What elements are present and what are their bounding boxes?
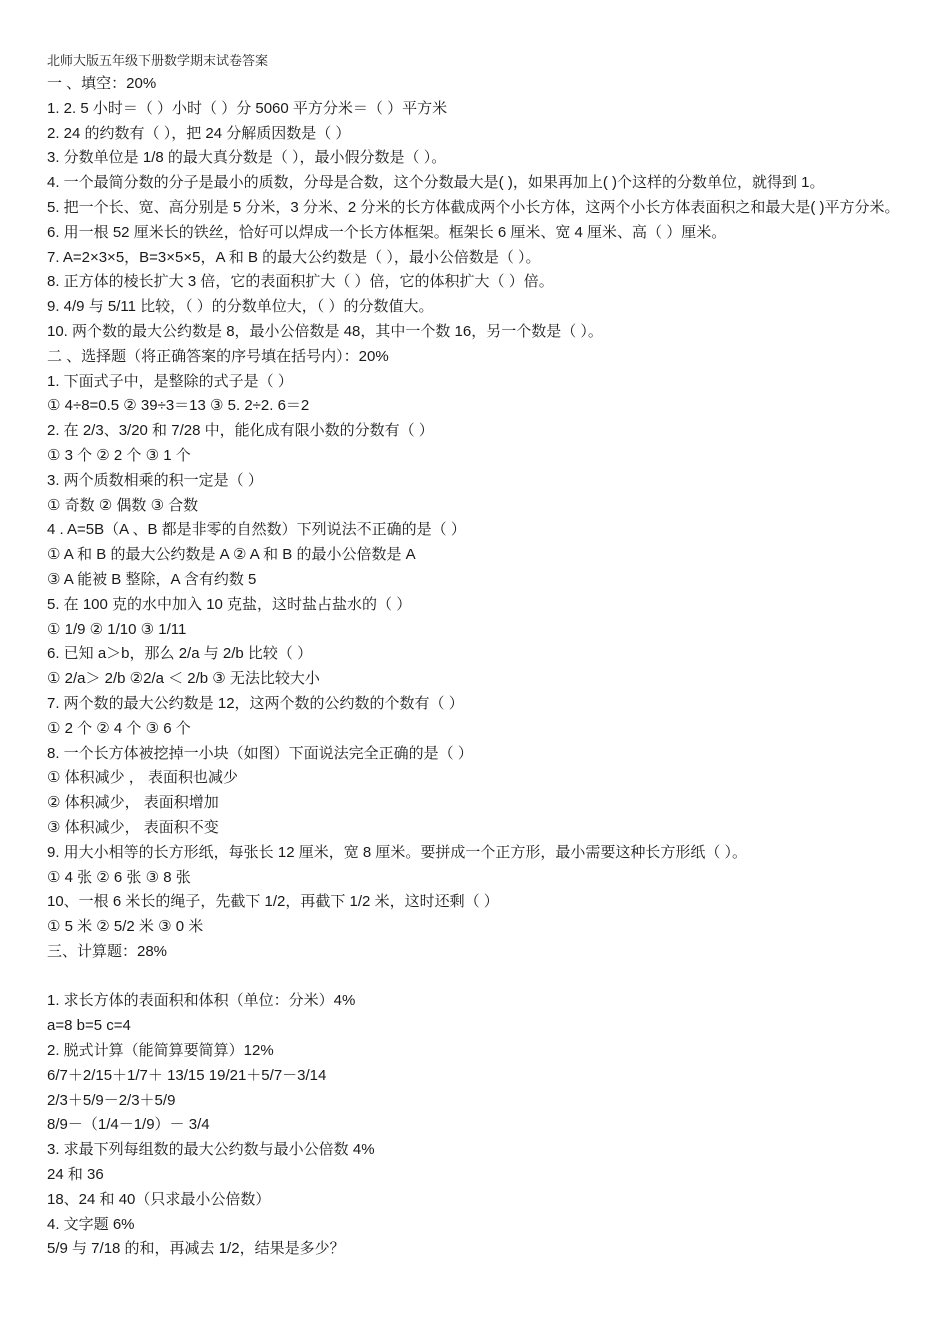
text-line: 4 . A=5B（A 、B 都是非零的自然数）下列说法不正确的是（ ） [47, 521, 466, 539]
text-line: ③ A 能被 B 整除，A 含有约数 5 [47, 570, 257, 588]
text-line: 10. 两个数的最大公约数是 8，最小公倍数是 48，其中一个数 16，另一个数是（ ）。 [47, 322, 603, 340]
text-line: ① 4 张 ② 6 张 ③ 8 张 [47, 868, 191, 886]
text-line: 5. 在 100 克的水中加入 10 克盐，这时盐占盐水的（ ） [47, 595, 412, 613]
blank-line [47, 965, 917, 990]
text-line: 8. 一个长方体被挖掉一小块（如图）下面说法完全正确的是（ ） [47, 744, 473, 762]
text-line: ① 5 米 ② 5/2 米 ③ 0 米 [47, 918, 204, 936]
text-line: ① 奇数 ② 偶数 ③ 合数 [47, 496, 199, 514]
text-line: 10、一根 6 米长的绳子，先截下 1/2，再截下 1/2 米，这时还剩（ ） [47, 893, 499, 911]
text-line: a=8 b=5 c=4 [47, 1017, 131, 1035]
text-line: 6. 用一根 52 厘米长的铁丝，恰好可以焊成一个长方体框架。框架长 6 厘米、宽 4 厘米、高（ ）厘米。 [47, 223, 727, 241]
text-line: ② 体积减少， 表面积增加 [47, 794, 219, 812]
text-line: ① A 和 B 的最大公约数是 A ② A 和 B 的最小公倍数是 A [47, 546, 416, 564]
text-line: 3. 两个质数相乘的积一定是（ ） [47, 471, 263, 489]
text-line: 2. 在 2/3、3/20 和 7/28 中，能化成有限小数的分数有（ ） [47, 422, 434, 440]
text-line: ① 2/a＞ 2/b ②2/a ＜ 2/b ③ 无法比较大小 [47, 670, 320, 688]
text-line: 三、计算题：28% [47, 942, 168, 960]
text-line: 6/7＋2/15＋1/7＋ 13/15 19/21＋5/7－3/14 [47, 1066, 327, 1084]
text-line: ① 1/9 ② 1/10 ③ 1/11 [47, 620, 187, 638]
text-line: ③ 体积减少， 表面积不变 [47, 818, 219, 836]
text-line: 8/9－（1/4－1/9）－ 3/4 [47, 1116, 210, 1134]
text-line: 9. 4/9 与 5/11 比较，（ ）的分数单位大，（ ）的分数值大。 [47, 298, 434, 316]
text-line: 3. 分数单位是 1/8 的最大真分数是（ ），最小假分数是（ ）。 [47, 149, 447, 167]
text-line: ① 4÷8=0.5 ② 39÷3＝13 ③ 5. 2÷2. 6＝2 [47, 397, 310, 415]
text-line: 5. 把一个长、宽、高分别是 5 分米，3 分米、2 分米的长方体截成两个小长方体，这两个小长方体表面积之和最大是( )平方分米。 [47, 198, 900, 216]
text-line: 1. 求长方体的表面积和体积（单位：分米）4% [47, 992, 356, 1010]
text-line: ① 3 个 ② 2 个 ③ 1 个 [47, 446, 191, 464]
text-line: 7. A=2×3×5，B=3×5×5，A 和 B 的最大公约数是（ ），最小公倍数是（ ）。 [47, 248, 541, 266]
text-line: 1. 下面式子中，是整除的式子是（ ） [47, 372, 293, 390]
text-line: 9. 用大小相等的长方形纸，每张长 12 厘米，宽 8 厘米。要拼成一个正方形，最小需要这种长方形纸（ ）。 [47, 843, 748, 861]
text-line: 2/3＋5/9－2/3＋5/9 [47, 1091, 176, 1109]
document-title: 北师大版五年级下册数学期末试卷答案 [47, 53, 269, 68]
document-body [47, 72, 917, 1262]
text-line: 4. 一个最简分数的分子是最小的质数，分母是合数，这个分数最大是( )，如果再加上( )个这样的分数单位，就得到 1。 [47, 174, 825, 192]
text-line: 二 、选择题（将正确答案的序号填在括号内）：20% [47, 347, 389, 365]
text-line: 8. 正方体的棱长扩大 3 倍，它的表面积扩大（ ）倍，它的体积扩大（ ）倍。 [47, 273, 554, 291]
text-line: 4. 文字题 6% [47, 1215, 135, 1233]
text-line: 6. 已知 a＞b，那么 2/a 与 2/b 比较（ ） [47, 645, 313, 663]
text-line: 2. 24 的约数有（ ），把 24 分解质因数是（ ） [47, 124, 351, 142]
text-line: ① 2 个 ② 4 个 ③ 6 个 [47, 719, 191, 737]
text-line: ① 体积减少 ， 表面积也减少 [47, 769, 238, 787]
text-line: 18、24 和 40（只求最小公倍数） [47, 1190, 271, 1208]
text-line: 一 、填空：20% [47, 75, 157, 92]
text-line: 7. 两个数的最大公约数是 12，这两个数的公约数的个数有（ ） [47, 694, 464, 712]
text-line: 3. 求最下列每组数的最大公约数与最小公倍数 4% [47, 1141, 375, 1159]
text-line: 24 和 36 [47, 1166, 104, 1184]
exam-document [47, 50, 917, 1262]
text-line: 2. 脱式计算（能简算要简算）12% [47, 1042, 274, 1060]
text-line: 5/9 与 7/18 的和，再减去 1/2，结果是多少？ [47, 1240, 345, 1258]
text-line: 1. 2. 5 小时＝（ ）小时（ ）分 5060 平方分米＝（ ）平方米 [47, 99, 448, 117]
